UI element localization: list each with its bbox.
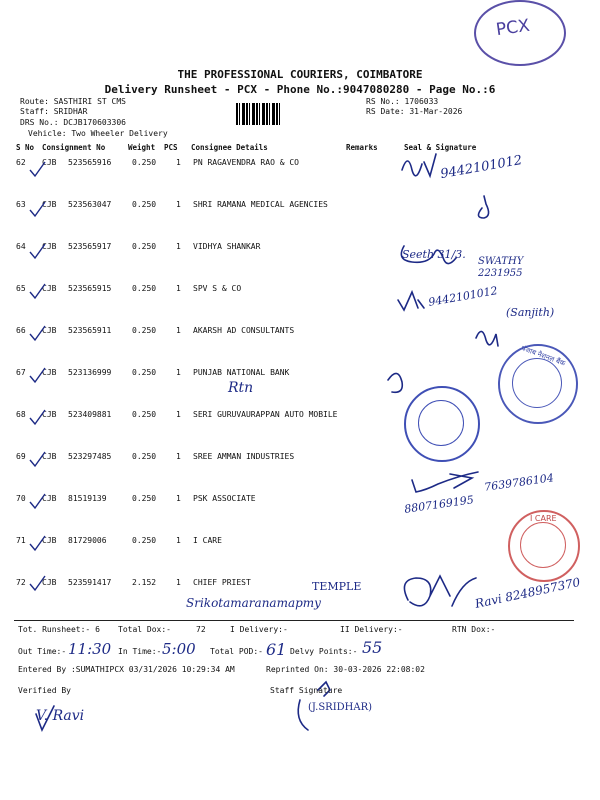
row-consignee: SHRI RAMANA MEDICAL AGENCIES bbox=[193, 200, 328, 209]
row-cjb: CJB bbox=[42, 452, 57, 461]
row-consignee: PN RAGAVENDRA RAO & CO bbox=[193, 158, 299, 167]
signature-70 bbox=[412, 472, 478, 492]
row-pcs: 1 bbox=[176, 578, 181, 587]
row-weight: 0.250 bbox=[132, 368, 157, 377]
auto-stamp-inner bbox=[418, 400, 464, 446]
delvy-points-value: 55 bbox=[362, 638, 383, 657]
note-r67: Rtn bbox=[228, 380, 254, 396]
total-pod-value: 61 bbox=[266, 640, 287, 659]
note-r64a: Seeth 31/3. bbox=[402, 248, 466, 261]
row-weight: 0.250 bbox=[132, 536, 157, 545]
row-pcs: 1 bbox=[176, 284, 181, 293]
row-weight: 0.250 bbox=[132, 410, 157, 419]
row-sno: 68 bbox=[16, 410, 26, 419]
col-sno: S No bbox=[16, 143, 35, 152]
row-cjb: CJB bbox=[42, 158, 57, 167]
row-weight: 0.250 bbox=[132, 452, 157, 461]
row-sno: 66 bbox=[16, 326, 26, 335]
row-consignee: PUNJAB NATIONAL BANK bbox=[193, 368, 290, 377]
row-consignment-no: 523565917 bbox=[68, 242, 112, 251]
note-r65a: 9442101012 bbox=[427, 284, 499, 309]
signature-66 bbox=[476, 331, 498, 346]
row-consignment-no: 523136999 bbox=[68, 368, 112, 377]
row-cjb: CJB bbox=[42, 494, 57, 503]
rs-date: RS Date: 31-Mar-2026 bbox=[366, 107, 463, 116]
verified-signature: V. Ravi bbox=[36, 708, 85, 724]
route-label: Route: SASTHIRI ST CMS bbox=[20, 97, 126, 106]
row-sno: 70 bbox=[16, 494, 26, 503]
company-title: THE PROFESSIONAL COURIERS, COIMBATORE bbox=[177, 68, 423, 81]
delvy-points-label: Delvy Points:- bbox=[290, 647, 358, 656]
row-weight: 0.250 bbox=[132, 200, 157, 209]
row-cjb: CJB bbox=[42, 326, 57, 335]
bank-stamp-name: पंजाब नैशनल बैंक bbox=[520, 344, 567, 368]
tot-runsheet: Tot. Runsheet:- 6 bbox=[18, 625, 100, 634]
row-weight: 0.250 bbox=[132, 242, 157, 251]
row-pcs: 1 bbox=[176, 158, 181, 167]
row-cjb: CJB bbox=[42, 536, 57, 545]
rs-no: RS No.: 1706033 bbox=[366, 97, 439, 106]
row-pcs: 1 bbox=[176, 368, 181, 377]
row-pcs: 1 bbox=[176, 452, 181, 461]
row-consignee: VIDHYA SHANKAR bbox=[193, 242, 261, 251]
row-weight: 0.250 bbox=[132, 326, 157, 335]
note-r70b: 8807169195 bbox=[403, 493, 475, 516]
row-pcs: 1 bbox=[176, 200, 181, 209]
row-weight: 0.250 bbox=[132, 494, 157, 503]
row-pcs: 1 bbox=[176, 410, 181, 419]
row-consignment-no: 523565916 bbox=[68, 158, 112, 167]
row-weight: 0.250 bbox=[132, 284, 157, 293]
col-remarks: Remarks bbox=[346, 143, 378, 152]
out-time-label: Out Time:- bbox=[18, 647, 67, 656]
row-consignment-no: 523563047 bbox=[68, 200, 112, 209]
col-consignee: Consignee Details bbox=[191, 143, 268, 152]
col-pcs: PCS bbox=[164, 143, 178, 152]
row-pcs: 1 bbox=[176, 494, 181, 503]
row-pcs: 1 bbox=[176, 242, 181, 251]
row-pcs: 1 bbox=[176, 326, 181, 335]
note-r72b: Srikotamaranamapmy bbox=[186, 596, 321, 610]
note-r64b: SWATHY 2231955 bbox=[478, 256, 524, 279]
rtn-dox: RTN Dox:- bbox=[452, 625, 496, 634]
row-sno: 62 bbox=[16, 158, 26, 167]
row-cjb: CJB bbox=[42, 410, 57, 419]
runsheet-subtitle: Delivery Runsheet - PCX - Phone No.:9047080280 - Page No.:6 bbox=[104, 83, 496, 96]
vehicle-label: Vehicle: Two Wheeler Delivery bbox=[28, 129, 168, 138]
row-cjb: CJB bbox=[42, 200, 57, 209]
total-dox-label: Total Dox:- bbox=[118, 625, 171, 634]
ii-delivery: II Delivery:- bbox=[340, 625, 403, 634]
row-consignee: AKARSH AD CONSULTANTS bbox=[193, 326, 295, 335]
row-sno: 64 bbox=[16, 242, 26, 251]
reprinted-on: Reprinted On: 30-03-2026 22:08:02 bbox=[266, 665, 425, 674]
row-cjb: CJB bbox=[42, 578, 57, 587]
icare-stamp-inner bbox=[520, 522, 566, 568]
entered-by: Entered By :SUMATHIPCX 03/31/2026 10:29:34 AM bbox=[18, 665, 235, 674]
drs-label: DRS No.: DCJB170603306 bbox=[20, 118, 126, 127]
in-time-label: In Time:- bbox=[118, 647, 162, 656]
out-time-value: 11:30 bbox=[68, 640, 112, 658]
row-sno: 72 bbox=[16, 578, 26, 587]
icare-stamp-text: I CARE bbox=[530, 514, 557, 523]
row-sno: 63 bbox=[16, 200, 26, 209]
row-consignment-no: 81729006 bbox=[68, 536, 107, 545]
col-weight: Weight bbox=[128, 143, 156, 152]
row-consignment-no: 523565915 bbox=[68, 284, 112, 293]
row-pcs: 1 bbox=[176, 536, 181, 545]
col-consignment: Consignment No bbox=[42, 143, 106, 152]
staff-signature: (J.SRIDHAR) bbox=[308, 702, 373, 713]
row-cjb: CJB bbox=[42, 368, 57, 377]
total-pod-label: Total POD:- bbox=[210, 647, 263, 656]
total-dox-value: 72 bbox=[196, 625, 206, 634]
row-consignee: I CARE bbox=[193, 536, 222, 545]
signature-63 bbox=[478, 196, 488, 218]
i-delivery: I Delivery:- bbox=[230, 625, 288, 634]
note-r72c: Ravi 8248957370 bbox=[473, 575, 582, 611]
row-cjb: CJB bbox=[42, 242, 57, 251]
in-time-value: 5:00 bbox=[162, 640, 196, 658]
staff-label: Staff: SRIDHAR bbox=[20, 107, 88, 116]
row-sno: 69 bbox=[16, 452, 26, 461]
row-sno: 67 bbox=[16, 368, 26, 377]
note-r62: 9442101012 bbox=[439, 152, 524, 183]
row-consignment-no: 523409881 bbox=[68, 410, 112, 419]
pcx-stamp-text: PCX bbox=[494, 15, 532, 41]
row-sno: 65 bbox=[16, 284, 26, 293]
note-r65b: (Sanjith) bbox=[506, 306, 555, 319]
row-consignee: SERI GURUVAURAPPAN AUTO MOBILE bbox=[193, 410, 338, 419]
signature-72 bbox=[404, 576, 476, 606]
signature-65 bbox=[398, 292, 424, 310]
row-cjb: CJB bbox=[42, 284, 57, 293]
row-consignment-no: 81519139 bbox=[68, 494, 107, 503]
summary-divider bbox=[14, 620, 574, 621]
row-consignee: SREE AMMAN INDUSTRIES bbox=[193, 452, 295, 461]
signature-67 bbox=[388, 373, 402, 392]
verified-by-label: Verified By bbox=[18, 686, 71, 695]
checkmarks bbox=[30, 162, 45, 590]
row-sno: 71 bbox=[16, 536, 26, 545]
staff-signature-label: Staff Signature bbox=[270, 686, 343, 695]
row-weight: 0.250 bbox=[132, 158, 157, 167]
col-seal: Seal & Signature bbox=[404, 143, 477, 152]
row-consignee: SPV S & CO bbox=[193, 284, 242, 293]
row-consignment-no: 523297485 bbox=[68, 452, 112, 461]
row-consignment-no: 523591417 bbox=[68, 578, 112, 587]
row-consignee: CHIEF PRIEST bbox=[193, 578, 251, 587]
signature-62 bbox=[402, 154, 436, 176]
row-consignment-no: 523565911 bbox=[68, 326, 112, 335]
note-r72a: TEMPLE bbox=[312, 580, 362, 593]
row-consignee: PSK ASSOCIATE bbox=[193, 494, 256, 503]
note-r70a: 7639786104 bbox=[483, 471, 555, 494]
row-weight: 2.152 bbox=[132, 578, 157, 587]
